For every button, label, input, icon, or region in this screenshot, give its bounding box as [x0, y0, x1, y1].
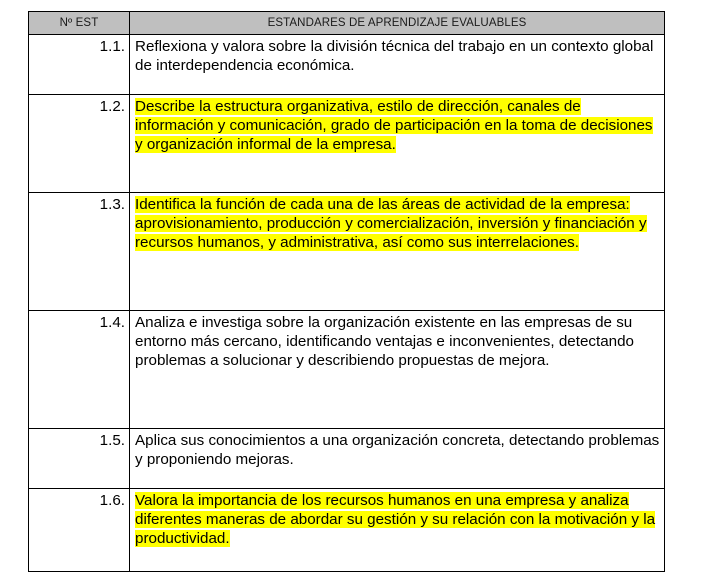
standard-number: 1.2.: [29, 95, 130, 193]
header-number: Nº EST: [29, 12, 130, 35]
table-row: [29, 429, 665, 489]
standard-text-cell: [130, 489, 665, 572]
standard-text-cell: [130, 193, 665, 311]
standard-number: 1.3.: [29, 193, 130, 311]
table-header-row: [29, 12, 665, 35]
standard-text-cell: [130, 35, 665, 95]
standard-text-highlighted: Valora la importancia de los recursos humanos en una empresa y analiza diferentes maneras de abordar su gestión y su relación con la motivación y la productividad.: [135, 492, 656, 547]
table-row: [29, 311, 665, 429]
standard-number: 1.4.: [29, 311, 130, 429]
table-row: [29, 95, 665, 193]
standard-number: 1.1.: [29, 35, 130, 95]
standard-text: Reflexiona y valora sobre la división técnica del trabajo en un contexto global de interdependencia económica.: [135, 38, 654, 74]
standard-text-cell: [130, 311, 665, 429]
header-standards: ESTANDARES DE APRENDIZAJE EVALUABLES: [130, 12, 665, 35]
standard-text-highlighted: Identifica la función de cada una de las áreas de actividad de la empresa: aprovisionamiento, producción y comercialización, inversión y financiación y recursos humanos, y administrativa, así como sus interrelaciones.: [135, 196, 647, 251]
table-row: [29, 35, 665, 95]
standard-number: 1.6.: [29, 489, 130, 572]
standard-text: Analiza e investiga sobre la organización existente en las empresas de su entorno más cercano, identificando ventajas e inconvenientes, detectando problemas a solucionar y describiendo propuestas de mejora.: [135, 314, 634, 369]
table-row: [29, 489, 665, 572]
standard-text-highlighted: Describe la estructura organizativa, estilo de dirección, canales de información y comunicación, grado de participación en la toma de decisiones y organización informal de la empresa.: [135, 98, 653, 153]
standard-text-cell: [130, 429, 665, 489]
standard-number: 1.5.: [29, 429, 130, 489]
table-row: [29, 193, 665, 311]
standard-text: Aplica sus conocimientos a una organización concreta, detectando problemas y proponiendo mejoras.: [135, 432, 660, 468]
standard-text-cell: [130, 95, 665, 193]
standards-table: [28, 11, 665, 572]
